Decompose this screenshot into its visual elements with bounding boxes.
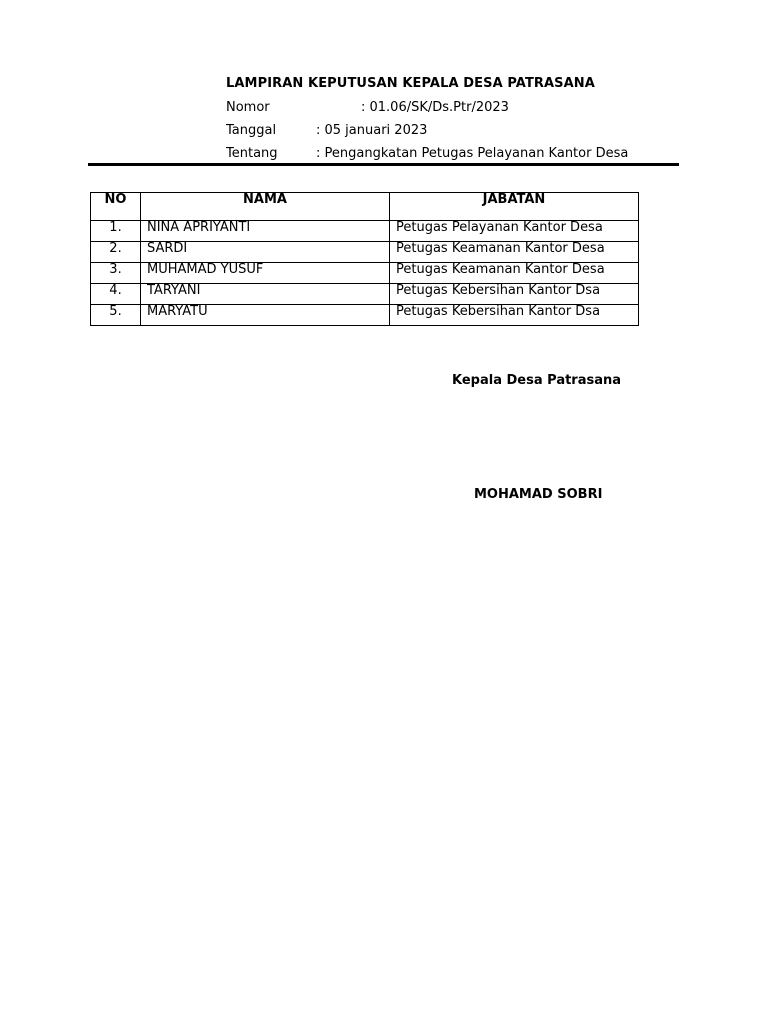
table-row	[91, 242, 639, 263]
cell-nama: SARDI	[141, 242, 390, 263]
table-header-row	[91, 193, 639, 221]
table-row	[91, 221, 639, 242]
table-row	[91, 284, 639, 305]
cell-jabatan: Petugas Keamanan Kantor Desa	[390, 263, 639, 284]
document-title: LAMPIRAN KEPUTUSAN KEPALA DESA PATRASANA	[226, 76, 595, 91]
cell-no: 1.	[91, 221, 141, 242]
meta-value-tentang: : Pengangkatan Petugas Pelayanan Kantor Desa	[316, 146, 629, 161]
column-header-no: NO	[91, 193, 141, 221]
meta-label-tentang: Tentang	[226, 146, 278, 161]
members-table	[90, 192, 639, 326]
meta-label-nomor: Nomor	[226, 100, 270, 115]
cell-nama: MUHAMAD YUSUF	[141, 263, 390, 284]
column-header-jabatan: JABATAN	[390, 193, 639, 221]
table-row	[91, 263, 639, 284]
cell-nama: NINA APRIYANTI	[141, 221, 390, 242]
cell-nama: MARYATU	[141, 305, 390, 326]
header-divider	[88, 163, 679, 166]
cell-jabatan: Petugas Pelayanan Kantor Desa	[390, 221, 639, 242]
cell-no: 2.	[91, 242, 141, 263]
signature-name: MOHAMAD SOBRI	[474, 487, 603, 502]
cell-nama: TARYANI	[141, 284, 390, 305]
cell-jabatan: Petugas Kebersihan Kantor Dsa	[390, 305, 639, 326]
table-row	[91, 305, 639, 326]
cell-jabatan: Petugas Kebersihan Kantor Dsa	[390, 284, 639, 305]
cell-no: 3.	[91, 263, 141, 284]
cell-no: 5.	[91, 305, 141, 326]
meta-label-tanggal: Tanggal	[226, 123, 277, 138]
cell-jabatan: Petugas Keamanan Kantor Desa	[390, 242, 639, 263]
cell-no: 4.	[91, 284, 141, 305]
column-header-nama: NAMA	[141, 193, 390, 221]
signature-title: Kepala Desa Patrasana	[452, 373, 622, 388]
meta-value-tanggal: : 05 januari 2023	[316, 123, 428, 138]
meta-value-nomor: : 01.06/SK/Ds.Ptr/2023	[361, 100, 509, 115]
